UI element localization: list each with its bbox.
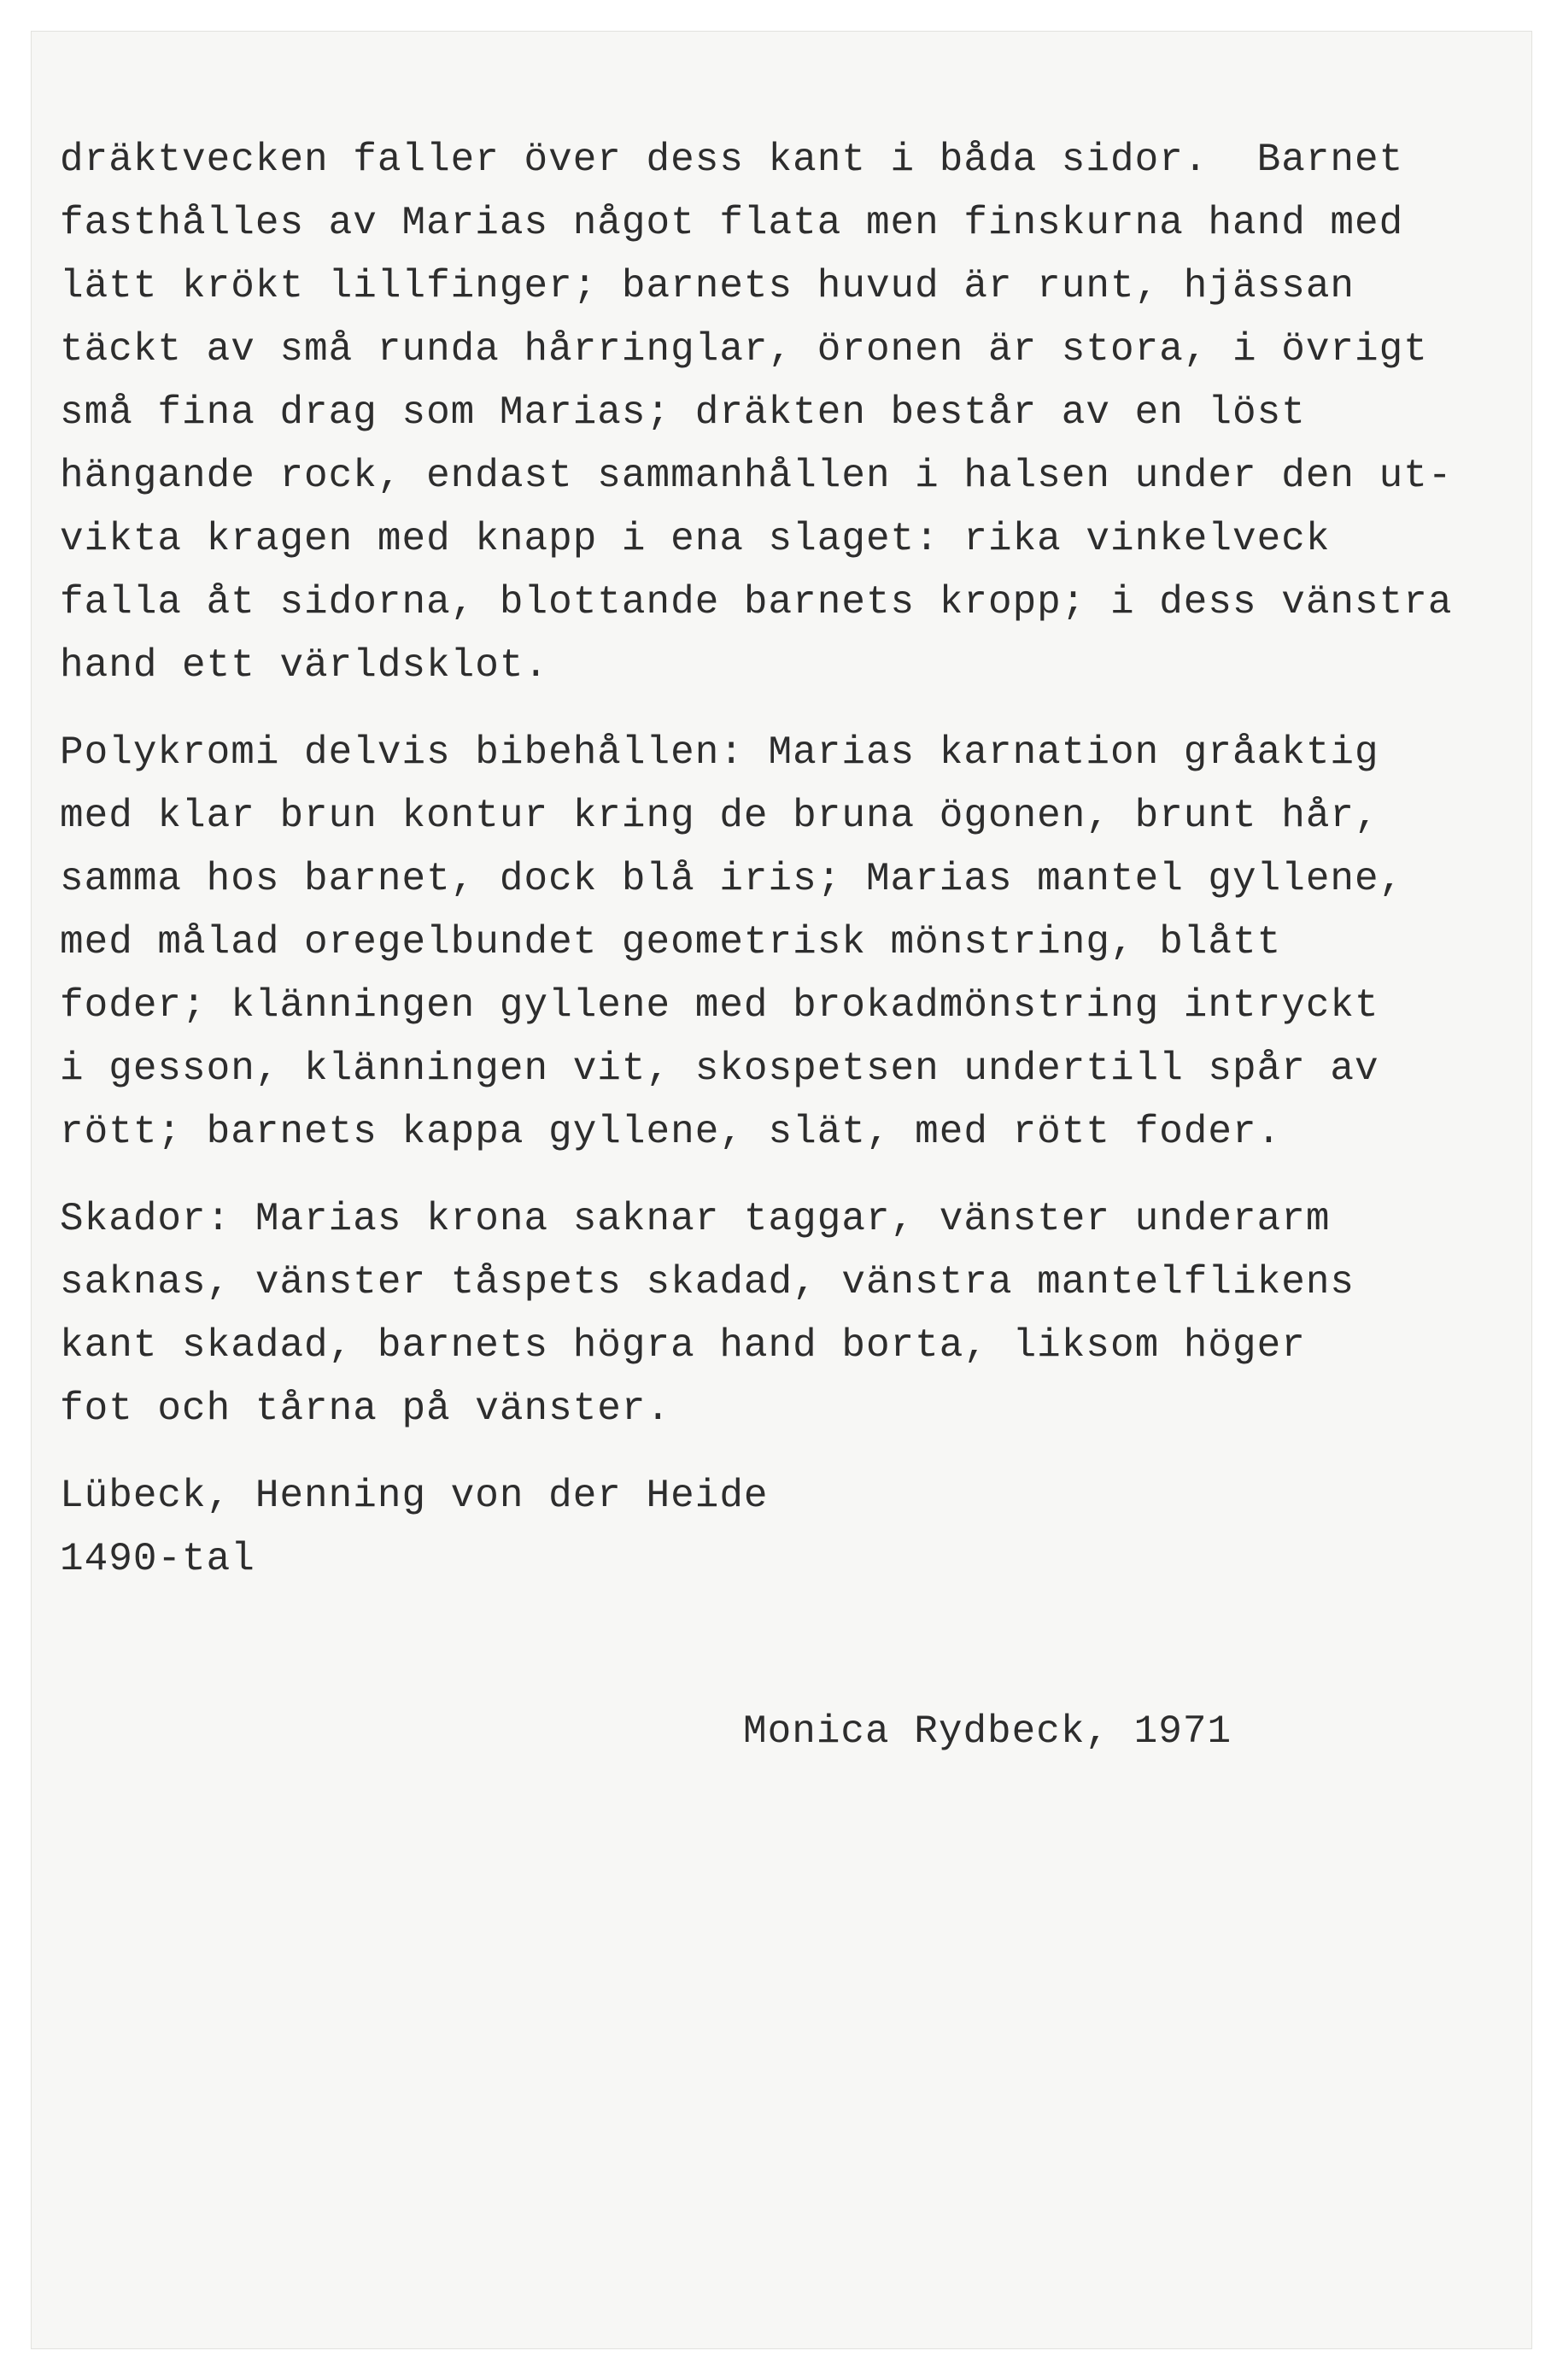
- text-line: Polykromi delvis bibehållen: Marias karnation gråaktig: [60, 730, 1379, 775]
- text-line: lätt krökt lillfinger; barnets huvud är runt, hjässan: [60, 264, 1355, 308]
- paragraph-description: [60, 128, 1512, 697]
- text-line: vikta kragen med knapp i ena slaget: rika vinkelveck: [60, 517, 1331, 561]
- text-line: fasthålles av Marias något flata men finskurna hand med: [60, 201, 1404, 245]
- text-line: täckt av små runda hårringlar, öronen är stora, i övrigt: [60, 327, 1428, 372]
- text-line: fot och tårna på vänster.: [60, 1386, 671, 1431]
- text-line: hand ett världsklot.: [60, 643, 549, 688]
- text-line: falla åt sidorna, blottande barnets kropp; i dess vänstra: [60, 580, 1453, 624]
- text-line: i gesson, klänningen vit, skospetsen undertill spår av: [60, 1046, 1379, 1091]
- paragraph-attribution: [60, 1464, 1512, 1591]
- text-line: med klar brun kontur kring de bruna ögonen, brunt hår,: [60, 794, 1379, 838]
- paragraph-polychromy: [60, 721, 1512, 1164]
- text-line: dräktvecken faller över dess kant i båda sidor. Barnet: [60, 138, 1404, 182]
- text-line: hängande rock, endast sammanhållen i halsen under den ut-: [60, 454, 1453, 498]
- text-line: kant skadad, barnets högra hand borta, liksom höger: [60, 1323, 1306, 1368]
- text-line: Lübeck, Henning von der Heide: [60, 1474, 769, 1518]
- text-line: samma hos barnet, dock blå iris; Marias mantel gyllene,: [60, 857, 1404, 901]
- text-line: Skador: Marias krona saknar taggar, vänster underarm: [60, 1197, 1331, 1241]
- text-line: saknas, vänster tåspets skadad, vänstra mantelflikens: [60, 1260, 1355, 1304]
- text-line: foder; klänningen gyllene med brokadmönstring intryckt: [60, 983, 1379, 1028]
- document-body: [60, 128, 1512, 1615]
- author-signature: Monica Rydbeck, 1971: [743, 1709, 1232, 1754]
- text-line: rött; barnets kappa gyllene, slät, med rött foder.: [60, 1110, 1282, 1154]
- text-line: små fina drag som Marias; dräkten består av en löst: [60, 390, 1306, 435]
- text-line: med målad oregelbundet geometrisk mönstring, blått: [60, 920, 1282, 964]
- text-line: 1490-tal: [60, 1537, 255, 1581]
- paragraph-damages: [60, 1187, 1512, 1440]
